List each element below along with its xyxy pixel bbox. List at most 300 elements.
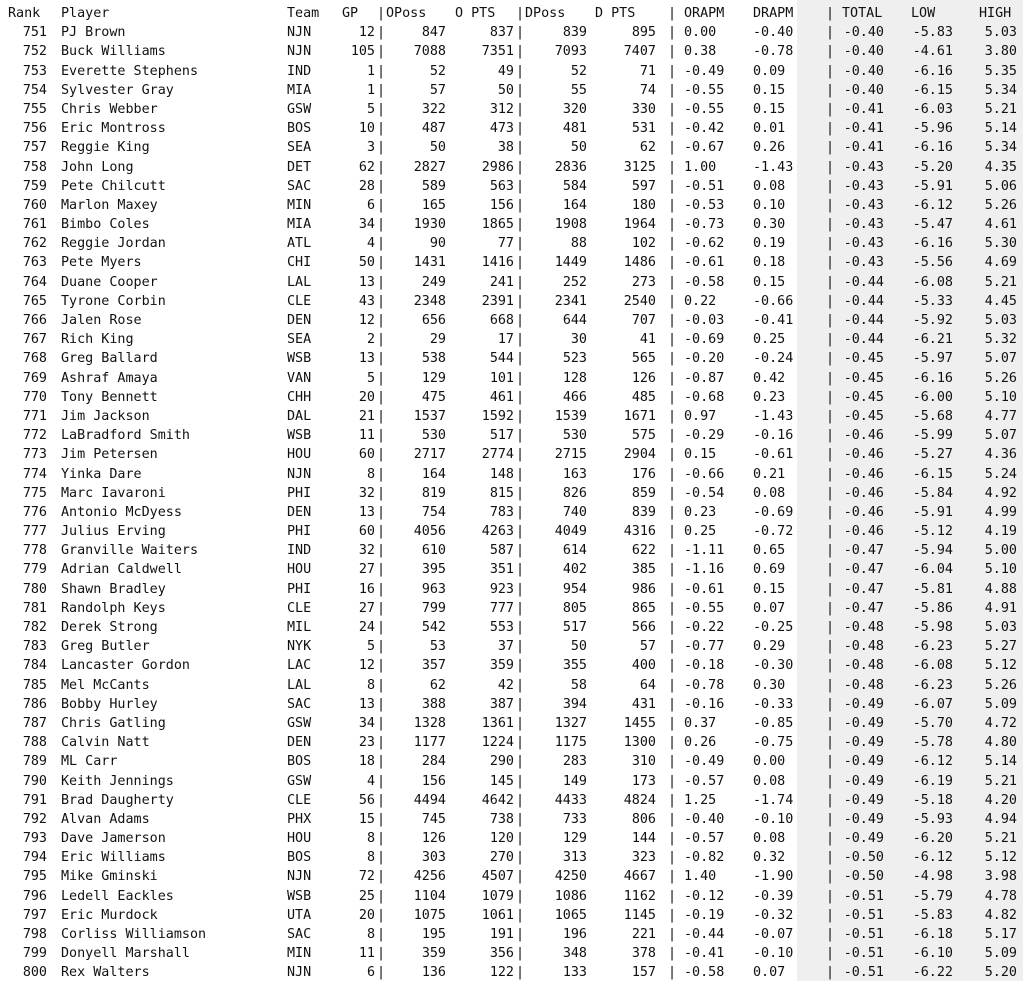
cell-player: Ashraf Amaya — [61, 370, 158, 386]
cell-player: Keith Jennings — [61, 773, 174, 789]
column-separator: | — [668, 485, 677, 501]
cell-oposs: 126 — [421, 831, 446, 847]
cell-oposs: 303 — [421, 850, 446, 866]
column-separator: | — [668, 370, 677, 386]
table-row — [0, 311, 1023, 330]
cell-high: 4.88 — [984, 581, 1017, 597]
cell-orapm: -0.42 — [684, 121, 725, 137]
cell-team: CLE — [287, 600, 312, 616]
cell-team: MIN — [287, 946, 312, 962]
column-separator: | — [668, 792, 677, 808]
table-row — [0, 62, 1023, 81]
cell-dpts: 895 — [631, 25, 656, 41]
cell-oposs: 284 — [421, 754, 446, 770]
cell-dpts: 806 — [631, 811, 656, 827]
cell-gp: 1 — [366, 63, 375, 79]
cell-high: 5.26 — [984, 197, 1017, 213]
cell-team: SAC — [287, 696, 312, 712]
cell-orapm: -0.55 — [684, 101, 725, 117]
column-separator: | — [826, 562, 835, 578]
cell-total: -0.46 — [843, 466, 884, 482]
cell-team: WSB — [287, 888, 312, 904]
cell-drapm: 0.08 — [753, 773, 786, 789]
cell-rank: 784 — [22, 658, 47, 674]
column-separator: | — [668, 754, 677, 770]
cell-orapm: -0.58 — [684, 965, 725, 981]
cell-rank: 776 — [22, 504, 47, 520]
table-row — [0, 349, 1023, 368]
cell-gp: 13 — [358, 274, 375, 290]
column-separator: | — [377, 735, 386, 751]
cell-total: -0.41 — [843, 140, 884, 156]
table-row — [0, 887, 1023, 906]
cell-drapm: 0.65 — [753, 543, 786, 559]
cell-high: 4.36 — [984, 447, 1017, 463]
cell-total: -0.44 — [843, 332, 884, 348]
column-separator: | — [826, 447, 835, 463]
cell-dposs: 355 — [562, 658, 587, 674]
column-separator: | — [377, 677, 386, 693]
cell-gp: 23 — [358, 735, 375, 751]
cell-gp: 34 — [358, 715, 375, 731]
cell-drapm: -0.24 — [753, 351, 794, 367]
cell-dpts: 839 — [631, 504, 656, 520]
cell-high: 5.07 — [984, 428, 1017, 444]
cell-total: -0.45 — [843, 408, 884, 424]
cell-low: -5.93 — [912, 811, 953, 827]
cell-dpts: 485 — [631, 389, 656, 405]
column-separator: | — [377, 178, 386, 194]
cell-team: SEA — [287, 332, 312, 348]
cell-oposs: 656 — [421, 313, 446, 328]
cell-orapm: -0.44 — [684, 927, 725, 942]
cell-dposs: 740 — [562, 504, 587, 520]
cell-high: 5.21 — [984, 274, 1017, 290]
cell-drapm: -0.75 — [753, 735, 794, 751]
cell-rank: 756 — [22, 121, 47, 137]
cell-drapm: -0.41 — [753, 313, 794, 328]
table-row — [0, 637, 1023, 656]
cell-gp: 18 — [358, 754, 375, 770]
column-separator: | — [516, 581, 525, 597]
cell-opts: 815 — [489, 485, 514, 501]
header-sep: | — [516, 6, 525, 21]
cell-team: PHI — [287, 524, 312, 540]
cell-high: 5.30 — [984, 236, 1017, 252]
column-separator: | — [668, 101, 677, 117]
cell-orapm: -0.41 — [684, 946, 725, 962]
cell-oposs: 53 — [429, 639, 446, 655]
cell-drapm: 0.18 — [753, 255, 786, 271]
cell-player: John Long — [61, 159, 134, 175]
cell-rank: 775 — [22, 485, 47, 501]
cell-low: -5.96 — [912, 121, 953, 137]
table-row — [0, 23, 1023, 42]
cell-opts: 1361 — [481, 715, 514, 731]
cell-oposs: 1537 — [413, 408, 446, 424]
cell-opts: 1416 — [481, 255, 514, 271]
cell-dpts: 378 — [631, 946, 656, 962]
cell-dposs: 128 — [562, 370, 587, 386]
cell-opts: 4507 — [481, 869, 514, 885]
cell-drapm: 0.15 — [753, 581, 786, 597]
cell-gp: 3 — [366, 140, 375, 156]
cell-dpts: 2904 — [623, 447, 656, 463]
cell-low: -5.91 — [912, 504, 953, 520]
cell-dpts: 531 — [631, 121, 656, 137]
cell-dpts: 4824 — [623, 792, 656, 808]
header-team: Team — [287, 6, 320, 21]
cell-total: -0.43 — [843, 178, 884, 194]
cell-low: -6.23 — [912, 639, 953, 655]
cell-rank: 755 — [22, 101, 47, 117]
cell-oposs: 90 — [429, 236, 446, 252]
cell-drapm: -0.10 — [753, 811, 794, 827]
cell-orapm: -0.54 — [684, 485, 725, 501]
cell-drapm: 0.15 — [753, 101, 786, 117]
cell-opts: 49 — [497, 63, 514, 79]
cell-total: -0.49 — [843, 735, 884, 751]
cell-team: BOS — [287, 121, 312, 137]
column-separator: | — [826, 332, 835, 348]
cell-team: LAL — [287, 274, 312, 290]
cell-drapm: 0.15 — [753, 82, 786, 98]
cell-team: GSW — [287, 773, 312, 789]
column-separator: | — [826, 715, 835, 731]
column-separator: | — [826, 121, 835, 137]
column-separator: | — [377, 236, 386, 252]
column-separator: | — [516, 735, 525, 751]
column-separator: | — [377, 639, 386, 655]
cell-dposs: 58 — [570, 677, 587, 693]
cell-oposs: 4494 — [413, 792, 446, 808]
column-separator: | — [668, 217, 677, 233]
cell-gp: 5 — [366, 370, 375, 386]
cell-total: -0.46 — [843, 524, 884, 540]
cell-high: 5.21 — [984, 831, 1017, 847]
cell-drapm: 0.29 — [753, 639, 786, 655]
cell-gp: 28 — [358, 178, 375, 194]
column-separator: | — [516, 236, 525, 252]
column-separator: | — [377, 466, 386, 482]
column-separator: | — [516, 25, 525, 41]
column-separator: | — [377, 792, 386, 808]
column-separator: | — [826, 773, 835, 789]
cell-oposs: 195 — [421, 927, 446, 942]
cell-oposs: 395 — [421, 562, 446, 578]
cell-rank: 781 — [22, 600, 47, 616]
cell-drapm: 0.69 — [753, 562, 786, 578]
cell-orapm: -0.78 — [684, 677, 725, 693]
column-separator: | — [377, 831, 386, 847]
cell-player: Greg Ballard — [61, 351, 158, 367]
cell-dpts: 4667 — [623, 869, 656, 885]
cell-player: Eric Montross — [61, 121, 166, 137]
column-separator: | — [377, 408, 386, 424]
rapm-table — [0, 4, 1023, 983]
cell-gp: 11 — [358, 428, 375, 444]
cell-player: Jalen Rose — [61, 313, 142, 328]
column-separator: | — [826, 620, 835, 635]
cell-oposs: 359 — [421, 946, 446, 962]
cell-oposs: 165 — [421, 197, 446, 213]
cell-drapm: -1.43 — [753, 408, 794, 424]
cell-low: -5.56 — [912, 255, 953, 271]
cell-dposs: 313 — [562, 850, 587, 866]
cell-orapm: -0.12 — [684, 888, 725, 904]
cell-player: Corliss Williamson — [61, 927, 207, 942]
cell-team: SAC — [287, 178, 312, 194]
cell-rank: 779 — [22, 562, 47, 578]
cell-gp: 2 — [366, 332, 375, 348]
cell-high: 5.26 — [984, 677, 1017, 693]
cell-low: -6.23 — [912, 677, 953, 693]
header-sep: | — [668, 6, 677, 21]
column-separator: | — [668, 965, 677, 981]
header-sep: | — [377, 6, 386, 21]
cell-rank: 761 — [22, 217, 47, 233]
table-row — [0, 791, 1023, 810]
cell-drapm: -0.30 — [753, 658, 794, 674]
header-low: LOW — [911, 6, 936, 21]
cell-opts: 37 — [497, 639, 514, 655]
table-row — [0, 752, 1023, 771]
cell-opts: 777 — [489, 600, 514, 616]
cell-opts: 101 — [489, 370, 514, 386]
column-separator: | — [516, 831, 525, 847]
cell-oposs: 1104 — [413, 888, 446, 904]
table-row — [0, 906, 1023, 925]
cell-rank: 798 — [22, 927, 47, 942]
column-separator: | — [377, 485, 386, 501]
cell-dposs: 394 — [562, 696, 587, 712]
cell-oposs: 7088 — [413, 44, 446, 60]
cell-gp: 60 — [358, 524, 375, 540]
column-separator: | — [668, 274, 677, 290]
column-separator: | — [826, 351, 835, 367]
cell-gp: 72 — [358, 869, 375, 885]
cell-opts: 4642 — [481, 792, 514, 808]
column-separator: | — [826, 428, 835, 444]
cell-total: -0.41 — [843, 121, 884, 137]
cell-gp: 27 — [358, 600, 375, 616]
column-separator: | — [377, 140, 386, 156]
cell-orapm: -0.19 — [684, 907, 725, 923]
cell-team: NJN — [287, 965, 312, 981]
cell-dpts: 597 — [631, 178, 656, 194]
cell-high: 4.45 — [984, 293, 1017, 309]
cell-orapm: -0.69 — [684, 332, 725, 348]
column-separator: | — [826, 504, 835, 520]
cell-orapm: -0.49 — [684, 754, 725, 770]
cell-opts: 4263 — [481, 524, 514, 540]
cell-team: HOU — [287, 447, 312, 463]
column-separator: | — [516, 715, 525, 731]
cell-opts: 122 — [489, 965, 514, 981]
cell-team: NJN — [287, 466, 312, 482]
table-row — [0, 522, 1023, 541]
column-separator: | — [516, 543, 525, 559]
cell-player: Shawn Bradley — [61, 581, 166, 597]
cell-dpts: 310 — [631, 754, 656, 770]
column-separator: | — [826, 965, 835, 981]
cell-rank: 786 — [22, 696, 47, 712]
cell-opts: 120 — [489, 831, 514, 847]
cell-dposs: 402 — [562, 562, 587, 578]
cell-dpts: 3125 — [623, 159, 656, 175]
column-separator: | — [826, 927, 835, 942]
cell-rank: 791 — [22, 792, 47, 808]
cell-opts: 241 — [489, 274, 514, 290]
column-separator: | — [516, 696, 525, 712]
cell-gp: 4 — [366, 236, 375, 252]
column-separator: | — [668, 63, 677, 79]
column-separator: | — [516, 159, 525, 175]
column-separator: | — [516, 773, 525, 789]
column-separator: | — [826, 907, 835, 923]
column-separator: | — [377, 715, 386, 731]
cell-drapm: -0.40 — [753, 25, 794, 41]
cell-total: -0.46 — [843, 504, 884, 520]
cell-dpts: 330 — [631, 101, 656, 117]
cell-opts: 77 — [497, 236, 514, 252]
cell-orapm: -0.03 — [684, 313, 725, 328]
column-separator: | — [668, 581, 677, 597]
cell-orapm: -1.16 — [684, 562, 725, 578]
cell-team: BOS — [287, 850, 312, 866]
cell-drapm: -0.33 — [753, 696, 794, 712]
cell-opts: 270 — [489, 850, 514, 866]
cell-high: 4.35 — [984, 159, 1017, 175]
cell-total: -0.46 — [843, 485, 884, 501]
table-row — [0, 369, 1023, 388]
column-separator: | — [377, 927, 386, 942]
cell-drapm: -0.32 — [753, 907, 794, 923]
cell-dposs: 1065 — [554, 907, 587, 923]
cell-dpts: 57 — [639, 639, 656, 655]
cell-dposs: 4250 — [554, 869, 587, 885]
cell-drapm: 0.25 — [753, 332, 786, 348]
cell-gp: 5 — [366, 639, 375, 655]
cell-rank: 753 — [22, 63, 47, 79]
cell-total: -0.51 — [843, 965, 884, 981]
cell-team: SEA — [287, 140, 312, 156]
cell-player: Brad Daugherty — [61, 792, 174, 808]
column-separator: | — [516, 313, 525, 328]
cell-high: 4.92 — [984, 485, 1017, 501]
cell-player: Sylvester Gray — [61, 82, 174, 98]
table-row — [0, 484, 1023, 503]
cell-orapm: -0.20 — [684, 351, 725, 367]
cell-dpts: 41 — [639, 332, 656, 348]
cell-rank: 765 — [22, 293, 47, 309]
cell-drapm: -0.10 — [753, 946, 794, 962]
column-separator: | — [377, 620, 386, 635]
cell-dpts: 157 — [631, 965, 656, 981]
cell-high: 5.03 — [984, 313, 1017, 328]
cell-dposs: 4433 — [554, 792, 587, 808]
cell-total: -0.49 — [843, 754, 884, 770]
column-separator: | — [377, 121, 386, 137]
cell-low: -5.97 — [912, 351, 953, 367]
column-separator: | — [668, 236, 677, 252]
cell-high: 5.10 — [984, 389, 1017, 405]
cell-rank: 774 — [22, 466, 47, 482]
cell-opts: 387 — [489, 696, 514, 712]
cell-high: 4.91 — [984, 600, 1017, 616]
table-row — [0, 714, 1023, 733]
column-separator: | — [516, 620, 525, 635]
cell-opts: 517 — [489, 428, 514, 444]
cell-dpts: 1455 — [623, 715, 656, 731]
column-separator: | — [668, 600, 677, 616]
cell-opts: 1224 — [481, 735, 514, 751]
cell-high: 5.03 — [984, 620, 1017, 635]
column-separator: | — [377, 907, 386, 923]
column-separator: | — [377, 197, 386, 213]
cell-player: Rex Walters — [61, 965, 150, 981]
cell-orapm: -0.29 — [684, 428, 725, 444]
cell-oposs: 57 — [429, 82, 446, 98]
column-separator: | — [668, 25, 677, 41]
cell-drapm: -0.39 — [753, 888, 794, 904]
column-separator: | — [377, 25, 386, 41]
cell-drapm: 0.23 — [753, 389, 786, 405]
header-player: Player — [61, 6, 110, 21]
cell-low: -5.83 — [912, 907, 953, 923]
column-separator: | — [516, 658, 525, 674]
cell-oposs: 29 — [429, 332, 446, 348]
cell-opts: 359 — [489, 658, 514, 674]
cell-oposs: 610 — [421, 543, 446, 559]
cell-orapm: -0.87 — [684, 370, 725, 386]
cell-gp: 50 — [358, 255, 375, 271]
cell-orapm: 0.25 — [684, 524, 717, 540]
cell-rank: 773 — [22, 447, 47, 463]
column-separator: | — [516, 811, 525, 827]
cell-drapm: 0.30 — [753, 677, 786, 693]
cell-dposs: 129 — [562, 831, 587, 847]
cell-drapm: 0.19 — [753, 236, 786, 252]
cell-gp: 12 — [358, 25, 375, 41]
cell-gp: 8 — [366, 850, 375, 866]
cell-team: BOS — [287, 754, 312, 770]
column-separator: | — [516, 639, 525, 655]
cell-dposs: 320 — [562, 101, 587, 117]
cell-low: -6.22 — [912, 965, 953, 981]
cell-gp: 6 — [366, 965, 375, 981]
cell-low: -5.81 — [912, 581, 953, 597]
cell-orapm: -0.77 — [684, 639, 725, 655]
cell-high: 3.80 — [984, 44, 1017, 60]
table-row — [0, 829, 1023, 848]
cell-dpts: 126 — [631, 370, 656, 386]
cell-player: Derek Strong — [61, 620, 158, 635]
table-body — [0, 23, 1023, 982]
column-separator: | — [668, 735, 677, 751]
cell-rank: 799 — [22, 946, 47, 962]
column-separator: | — [377, 370, 386, 386]
table-row — [0, 81, 1023, 100]
column-separator: | — [668, 773, 677, 789]
cell-rank: 797 — [22, 907, 47, 923]
table-row — [0, 560, 1023, 579]
cell-orapm: 0.38 — [684, 44, 717, 60]
cell-dpts: 74 — [639, 82, 656, 98]
column-separator: | — [516, 792, 525, 808]
column-separator: | — [826, 696, 835, 712]
cell-team: HOU — [287, 562, 312, 578]
